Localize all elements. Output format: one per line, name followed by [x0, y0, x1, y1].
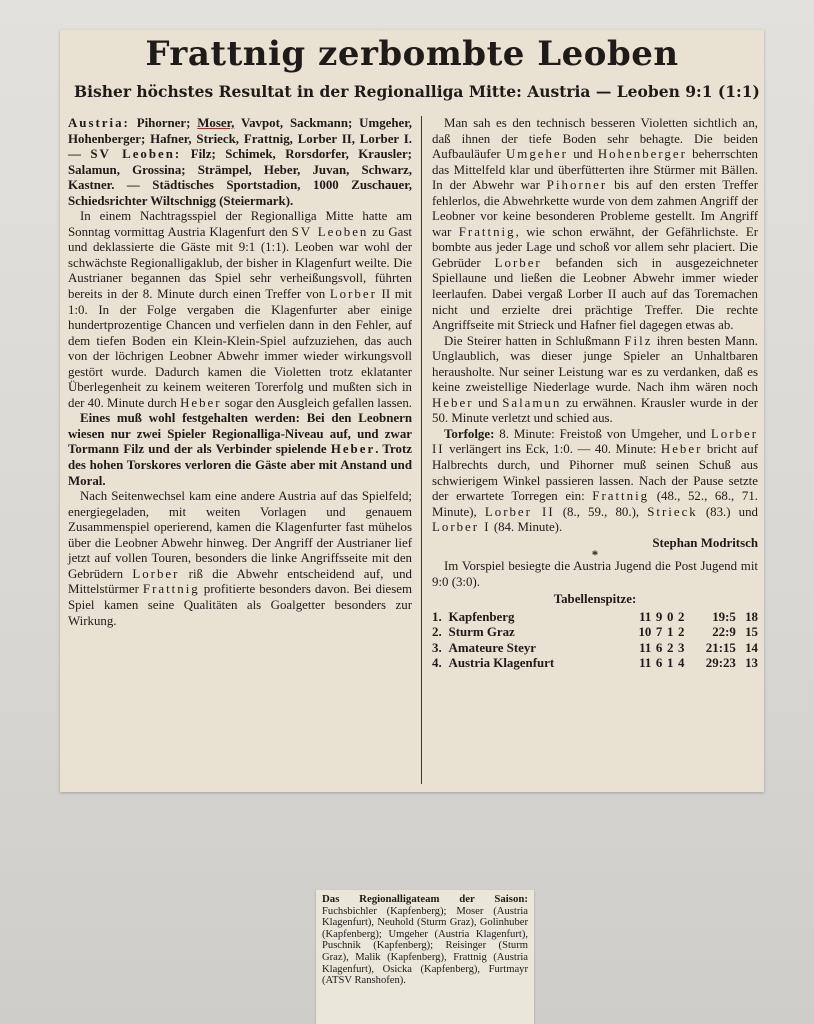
team-label-leoben: SV Leoben:	[90, 147, 182, 162]
paragraph-1: In einem Nachtragsspiel der Regionalliga Mitte hatte am Sonntag vormittag Austria Klagenfurt den SV Leoben zu Gast und deklassierte die Gäste mit 9:1 (1:1). Leoben war wohl der schwächste Regionalligaklub, der bisher in Klagenfurt weilte. Die Austrianer begannen das Spiel sehr verheißungsvoll, führten bereits in der 8. Minute durch einen Treffer von Lorber II mit 1:0. In der Folge vergaben die Klagenfurter aber einige hundertprozentige Chancen und verfielen dann in den Fehler, auf dem tiefen Boden ein Klein-Klein-Spiel aufzuziehen, das auch von der löchrigen Leobner Abwehr immer wieder wirkungsvoll gestört wurde. Dadurch kamen die Violetten trotz eklatanter Überlegenheit zu keinem weiteren Torerfolg und mußten sich in der 40. Minute durch Heber sogar den Ausgleich gefallen lassen.	[68, 209, 413, 410]
table-cell: 4	[677, 655, 685, 670]
table-cell: 7	[655, 625, 663, 640]
headline: Frattnig zerbombte Leoben	[145, 34, 679, 74]
table-cell: 2	[666, 640, 674, 655]
table-row	[432, 610, 758, 625]
table-cell: 21:15	[705, 640, 736, 655]
table-cell: 3.	[432, 640, 442, 655]
table-cell: 29:23	[705, 655, 736, 670]
table-cell: 2	[677, 625, 685, 640]
table-cell: 11	[639, 655, 652, 670]
table-cell: 0	[666, 609, 674, 624]
table-cell: 19:5	[712, 609, 736, 624]
table-cell: 1	[666, 625, 674, 640]
table-cell: Austria Klagenfurt	[448, 655, 555, 670]
paragraph-3: Nach Seitenwechsel kam eine andere Austria auf das Spielfeld; energiegeladen, mit weiten Vorlagen und genauem Zusammenspiel operierend, kamen die Klagenfurter fast mühelos über die Leobner Abwehr hinweg. Der Angriff der Austrianer lief jetzt auf vollen Touren, besonders die linke Angriffsseite mit den Gebrüdern Lorber riß die Abwehr entscheidend auf, und Mittelstürmer Frattnig profitierte besonders davon. Bei diesem Spiel kamen seine Qualitäten als Goalgetter besonders zur Wirkung.	[68, 489, 413, 628]
youth-result: Im Vorspiel besiegte die Austria Jugend die Post Jugend mit 9:0 (3:0).	[432, 559, 758, 589]
table-row	[432, 641, 758, 656]
table-cell: 2	[677, 609, 685, 624]
table-cell: 13	[745, 655, 758, 670]
underlined-name: Moser,	[197, 116, 235, 130]
table-cell: 18	[745, 609, 758, 624]
table-cell: 2.	[432, 625, 442, 640]
table-title: Tabellenspitze:	[553, 592, 637, 607]
goal-sequence: Torfolge: 8. Minute: Freistoß von Umgeher, und Lorber II verlängert ins Eck, 1:0. — 40. Minute: Heber bricht auf Halbrechts durch, und Pihorner muß seinen Schuß aus schwierigem Winkel passieren lassen. Nach der Pause setzte der erwartete Torregen ein: Frattnig (48., 52., 68., 71. Minute), Lorber II (8., 59., 80.), Strieck (83.) und Lorber I (84. Minute).	[432, 426, 758, 535]
subheadline: Bisher höchstes Resultat in der Regionalliga Mitte: Austria — Leoben 9:1 (1:1)	[74, 82, 760, 101]
table-cell: 22:9	[712, 625, 736, 640]
separator-star: *	[591, 548, 599, 563]
table-cell: 6	[655, 640, 663, 655]
table-row	[432, 656, 758, 671]
paragraph-2: Eines muß wohl festgehalten werden: Bei den Leobnern wiesen nur zwei Spieler Regionalliga-Niveau auf, und zwar Tormann Filz und der als Verbinder spielende Heber. Trotz des hohen Torskores verloren die Gäste aber mit Anstand und Moral.	[68, 411, 412, 488]
table-cell: 11	[639, 609, 652, 624]
newspaper-clipping	[60, 30, 764, 792]
table-cell: Amateure Steyr	[448, 640, 537, 655]
table-row	[432, 625, 758, 640]
team-label-austria: Austria:	[68, 116, 130, 130]
table-cell: 4.	[432, 655, 442, 670]
table-cell: 1.	[432, 609, 442, 624]
note-title: Das Regionalligateam der Saison:	[322, 893, 528, 905]
table-cell: 14	[745, 640, 758, 655]
table-cell: 1	[666, 655, 674, 670]
note-text: Fuchsbichler (Kapfenberg); Moser (Austria Klagenfurt), Neuhold (Sturm Graz), Golinhuber (Kapfenberg); Umgeher (Austria Klagenfurt), Puschnik (Kapfenberg); Reisinger (Sturm Graz), Malik (Kapfenberg), Frattnig (Austria Klagenfurt), Osicka (Kapfenberg), Furtmayr (ATSV Ranshofen).	[322, 905, 528, 987]
table-cell: 11	[639, 640, 652, 655]
table-cell: 10	[638, 625, 652, 640]
table-cell: 6	[655, 655, 663, 670]
table-cell: 3	[677, 640, 685, 655]
lineup-paragraph: Austria: Pihorner; Moser, Vavpot, Sackmann; Umgeher, Hohenberger; Hafner, Strieck, Frattnig, Lorber II, Lorber I. — SV Leoben: Filz; Schimek, Rorsdorfer, Krausler; Salamun, Grossina; Strämpel, Heber, Juvan, Schwarz, Kastner. — Städtisches Sportstadion, 1000 Zuschauer, Schiedsrichter Wiltschnigg (Steiermark).	[68, 116, 413, 208]
standings-table	[432, 610, 758, 671]
table-cell: 15	[745, 625, 758, 640]
author-signature: Stephan Modritsch	[652, 535, 758, 550]
right-column	[432, 116, 758, 671]
paragraph-5: Die Steirer hatten in Schlußmann Filz ihren besten Mann. Unglaublich, was dieser junge Spieler an Unhaltbaren herausholte. Nur seiner Leistung war es zu verdanken, daß es keine zweistellige Niederlage wurde. Nach ihm wären noch Heber und Salamun zu erwähnen. Krausler wurde in der 50. Minute verletzt und schied aus.	[432, 333, 758, 426]
table-cell: 9	[655, 609, 663, 624]
team-of-season-clipping	[316, 890, 534, 1024]
table-cell: Kapfenberg	[448, 609, 515, 624]
left-column	[68, 116, 412, 629]
paragraph-4: Man sah es den technisch besseren Violetten sichtlich an, daß ihnen der tiefe Boden sehr behagte. Die beiden Aufbauläufer Umgeher und Hohenberger beherrschten das Mittelfeld klar und überfütterten ihre Stürmer mit Bällen. In der Abwehr war Pihorner bis auf den ersten Treffer fehlerlos, die Abwehrkette wurde von dem zahmen Angriff der Leobner vor keine besonderen Probleme gestellt. Im Angriff war Frattnig, wie schon erwähnt, der Gefährlichste. Er bombte aus jeder Lage und schoß vor allem sehr placiert. Die Gebrüder Lorber befanden sich in ausgezeichneter Spiellaune und ließen die Leobner Abwehr immer wieder leerlaufen. Dabei vergaß Lorber II auch auf das Toremachen nicht und erzielte drei prächtige Treffer. Die rechte Angriffseite mit Strieck und Hafner fiel dagegen etwas ab.	[432, 116, 759, 333]
table-cell: Sturm Graz	[448, 625, 515, 640]
column-divider	[421, 116, 422, 784]
